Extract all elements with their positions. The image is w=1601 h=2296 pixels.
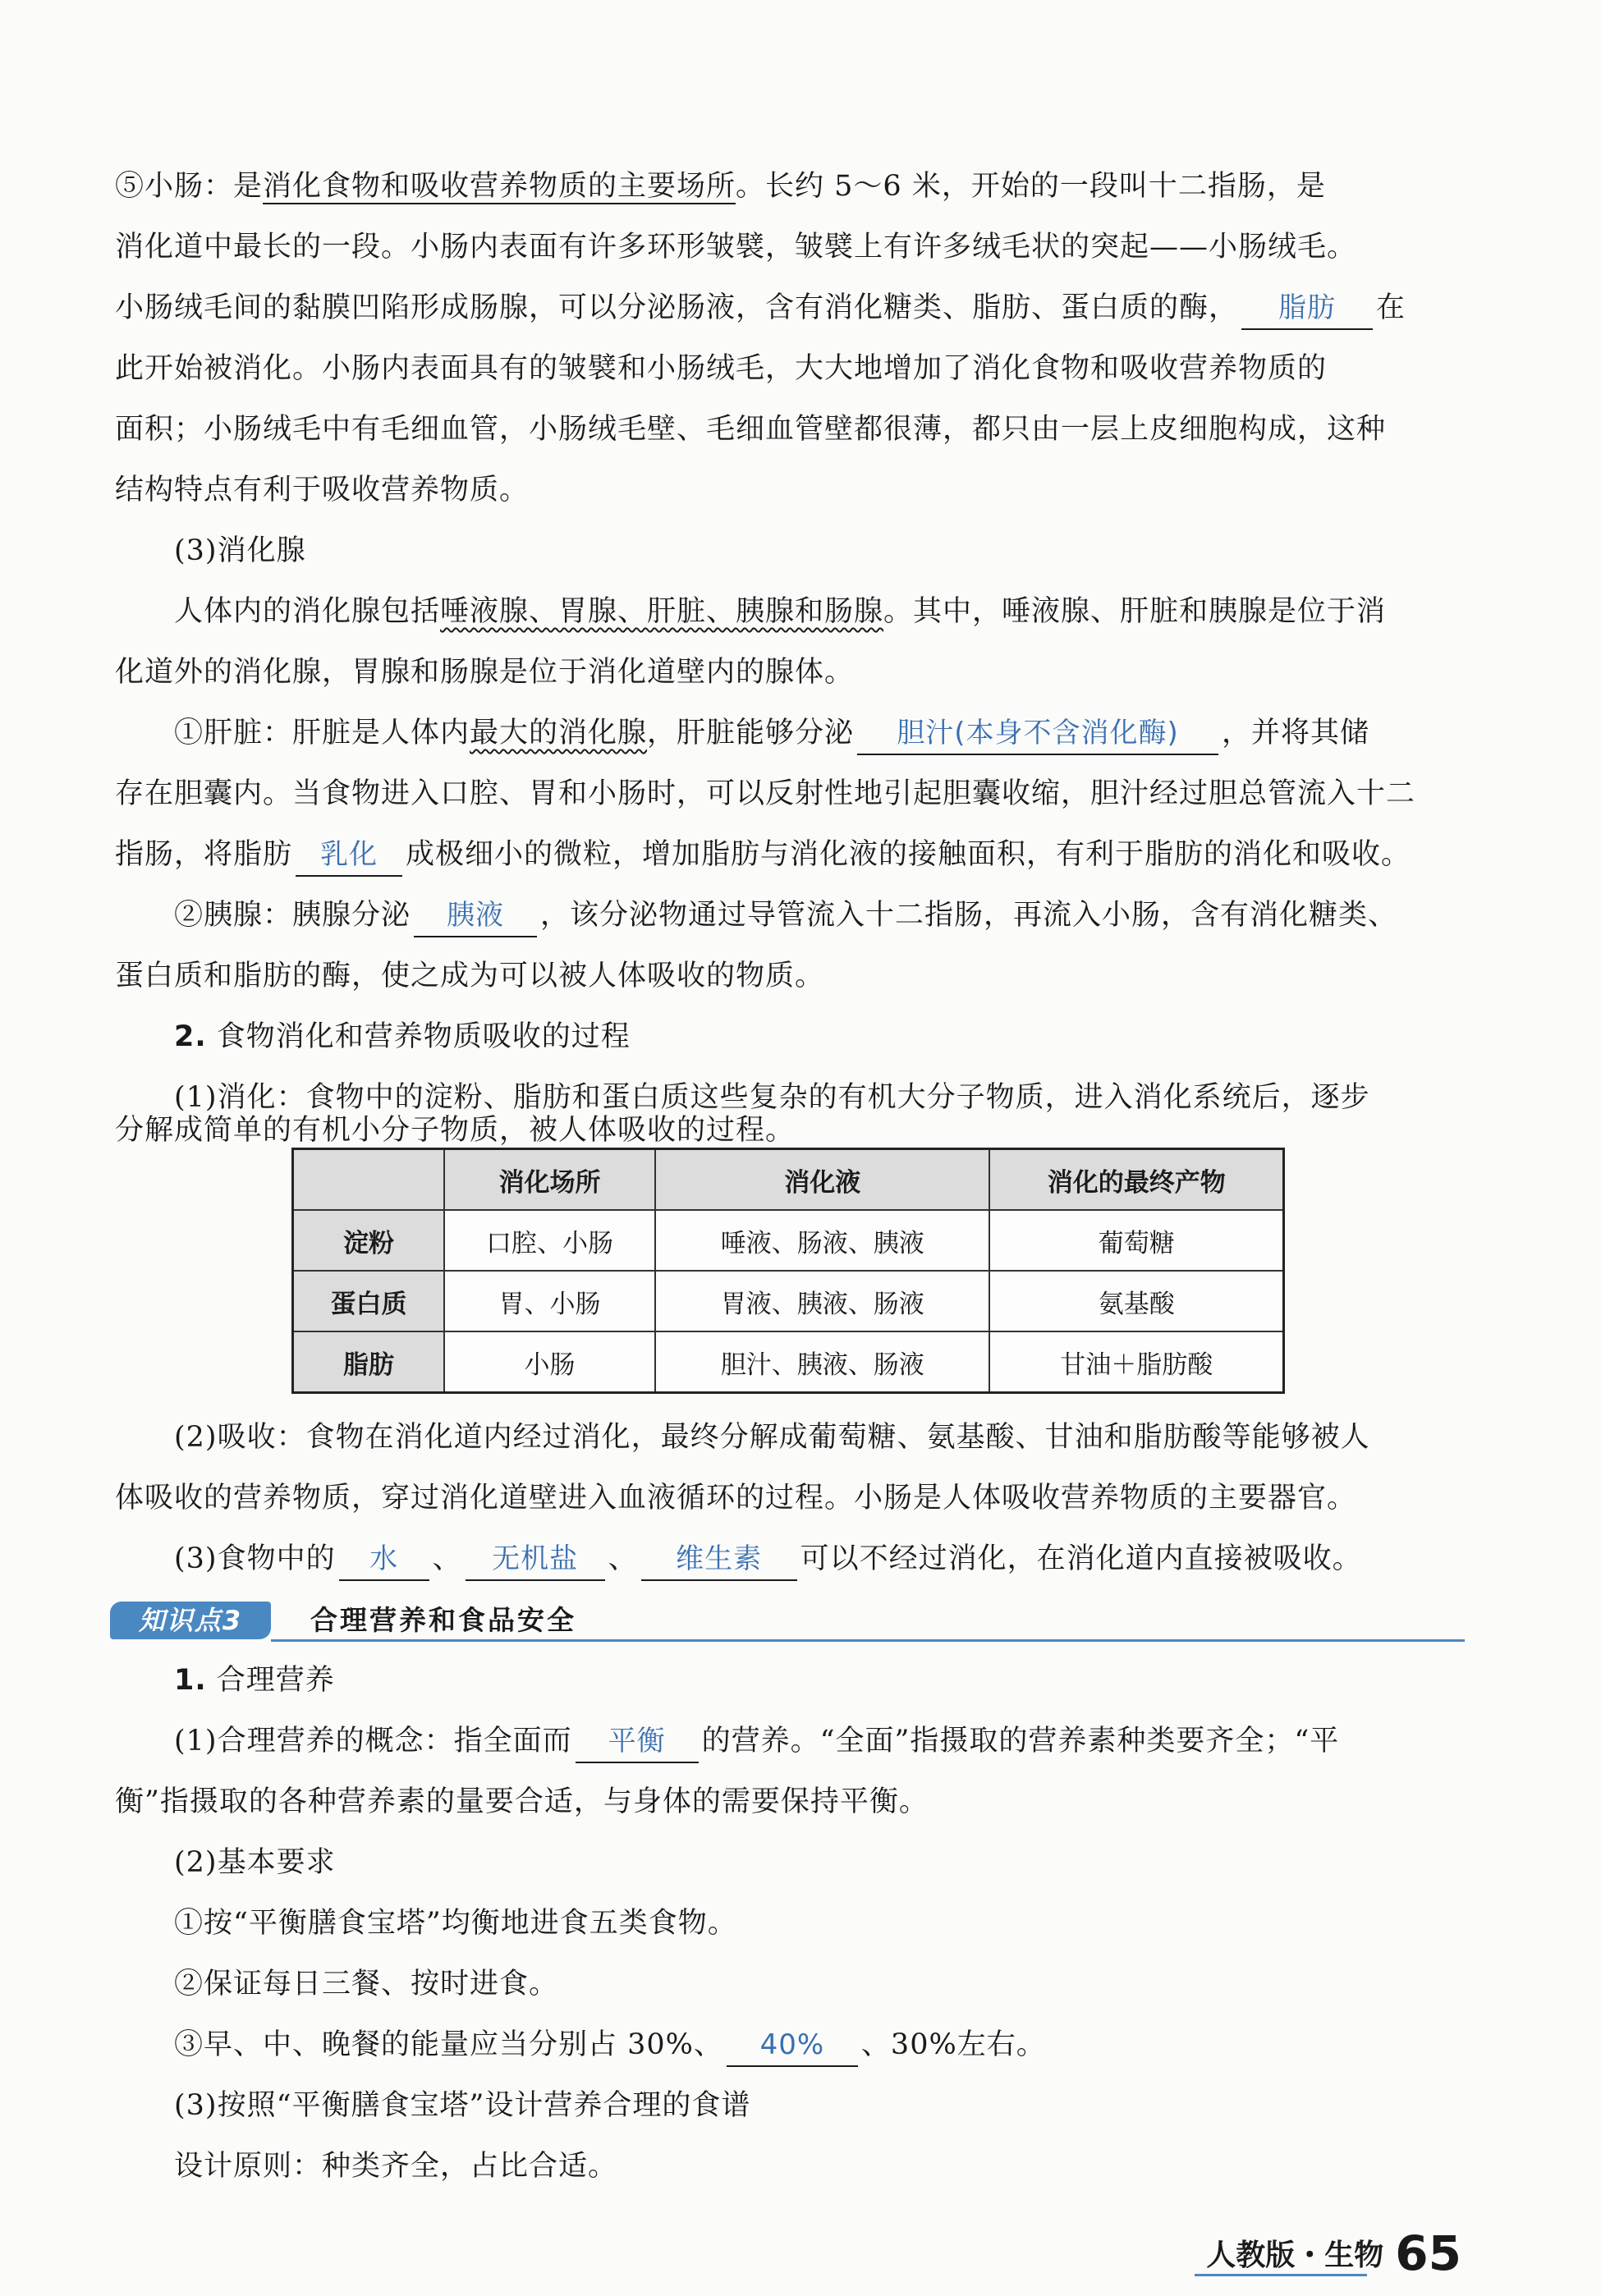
answer-blank: 胆汁(本身不含消化酶) [857,713,1218,755]
answer-blank: 无机盐 [466,1538,605,1581]
table-row [293,1271,1284,1331]
section-rule [271,1639,1465,1642]
paragraph-line: (1)消化：食物中的淀粉、脂肪和蛋白质这些复杂的有机大分子物质，进入消化系统后，逐步 [174,1081,1370,1114]
table-cell: 口腔、小肠 [444,1210,655,1271]
subheading: (3)消化腺 [174,534,306,567]
paragraph-line: 指肠，将脂肪 乳化 成极细小的微粒，增加脂肪与消化液的接触面积，有利于脂肪的消化和吸收。 [115,824,1461,885]
subheading: 2. 食物消化和营养物质吸收的过程 [174,1020,631,1053]
table-cell: 小肠 [444,1331,655,1393]
answer-blank: 维生素 [641,1538,797,1581]
answer-blank: 胰液 [414,895,537,937]
page-number: 65 [1395,2225,1461,2281]
table-cell: 胃液、胰液、肠液 [655,1271,989,1331]
paragraph-line: 化道外的消化腺，胃腺和肠腺是位于消化道壁内的腺体。 [115,656,855,689]
paragraph-line: 设计原则：种类齐全，占比合适。 [174,2150,618,2183]
paragraph-line: 结构特点有利于吸收营养物质。 [115,474,530,506]
paragraph-line: 分解成简单的有机小分子物质，被人体吸收的过程。 [115,1114,796,1147]
table-row [293,1331,1284,1393]
paragraph-line: (2)吸收：食物在消化道内经过消化，最终分解成葡萄糖、氨基酸、甘油和脂肪酸等能够被人 [174,1421,1370,1454]
table-cell: 甘油＋脂肪酸 [989,1331,1283,1393]
answer-blank: 乳化 [296,834,402,877]
paragraph-line: 体吸收的营养物质，穿过消化道壁进入血液循环的过程。小肠是人体吸收营养物质的主要器官。 [115,1482,1357,1515]
paragraph-line: ②胰腺：胰腺分泌 胰液 ，该分泌物通过导管流入十二指肠，再流入小肠，含有消化糖类、 [174,885,1461,946]
answer-blank: 平衡 [576,1721,699,1763]
answer-blank: 40% [727,2024,858,2067]
table-row [293,1210,1284,1271]
table-row-header: 脂肪 [293,1331,445,1393]
digestion-table [291,1148,1285,1394]
paragraph-line: ⑤小肠：是消化食物和吸收营养物质的主要场所。长约 5～6 米，开始的一段叫十二指肠，是 [115,170,1326,203]
answer-blank: 水 [339,1538,429,1581]
section-header [110,1597,1465,1643]
table-cell: 胃、小肠 [444,1271,655,1331]
table-header-cell: 消化场所 [444,1149,655,1211]
answer-blank: 脂肪 [1241,287,1373,330]
table-row-header: 淀粉 [293,1210,445,1271]
footer-rule [1195,2274,1367,2276]
paragraph-line: ③早、中、晚餐的能量应当分别占 30%、 40% 、30%左右。 [174,2014,1461,2075]
paragraph-line: 小肠绒毛间的黏膜凹陷形成肠腺，可以分泌肠液，含有消化糖类、脂肪、蛋白质的酶， 脂肪 在 [115,277,1461,338]
paragraph-line: 人体内的消化腺包括唾液腺、胃腺、肝脏、胰腺和肠腺。其中，唾液腺、肝脏和胰腺是位于消 [174,595,1387,628]
table-cell: 氨基酸 [989,1271,1283,1331]
edition-label: 人教版・生物 [1206,2239,1384,2272]
table-header-row [293,1149,1284,1211]
subheading: 1. 合理营养 [174,1664,335,1697]
table-header-cell: 消化液 [655,1149,989,1211]
knowledge-point-badge: 知识点3 [110,1602,271,1639]
paragraph-line: 存在胆囊内。当食物进入口腔、胃和小肠时，可以反射性地引起胆囊收缩，胆汁经过胆总管流入十二 [115,777,1416,810]
paragraph-line: 蛋白质和脂肪的酶，使之成为可以被人体吸收的物质。 [115,960,825,992]
paragraph-line: 此开始被消化。小肠内表面具有的皱襞和小肠绒毛，大大地增加了消化食物和吸收营养物质的 [115,352,1328,385]
subheading: (3)按照“平衡膳食宝塔”设计营养合理的食谱 [174,2089,751,2122]
subheading: (2)基本要求 [174,1846,336,1879]
paragraph-line: (1)合理营养的概念：指全面而 平衡 的营养。“全面”指摄取的营养素种类要齐全；“平 [174,1711,1461,1771]
table-header-cell: 消化的最终产物 [989,1149,1283,1211]
paragraph-line: (3)食物中的 水 、 无机盐 、 维生素 可以不经过消化，在消化道内直接被吸收。 [174,1528,1461,1589]
paragraph-line: 消化道中最长的一段。小肠内表面有许多环形皱襞，皱襞上有许多绒毛状的突起——小肠绒毛。 [115,231,1357,264]
section-title: 合理营养和食品安全 [310,1604,576,1636]
paragraph-line: ②保证每日三餐、按时进食。 [174,1968,559,2000]
paragraph-line: 面积；小肠绒毛中有毛细血管，小肠绒毛壁、毛细血管壁都很薄，都只由一层上皮细胞构成，这种 [115,413,1387,446]
table-cell: 葡萄糖 [989,1210,1283,1271]
table-cell: 唾液、肠液、胰液 [655,1210,989,1271]
paragraph-line: ①按“平衡膳食宝塔”均衡地进食五类食物。 [174,1907,737,1940]
table-row-header: 蛋白质 [293,1271,445,1331]
paragraph-line: 衡”指摄取的各种营养素的量要合适，与身体的需要保持平衡。 [115,1785,929,1818]
table-cell: 胆汁、胰液、肠液 [655,1331,989,1393]
paragraph-line: ①肝脏：肝脏是人体内最大的消化腺，肝脏能够分泌 胆汁(本身不含消化酶) ，并将其储 [174,703,1461,763]
table-header-cell [293,1149,445,1211]
page-footer [1206,2225,1461,2281]
